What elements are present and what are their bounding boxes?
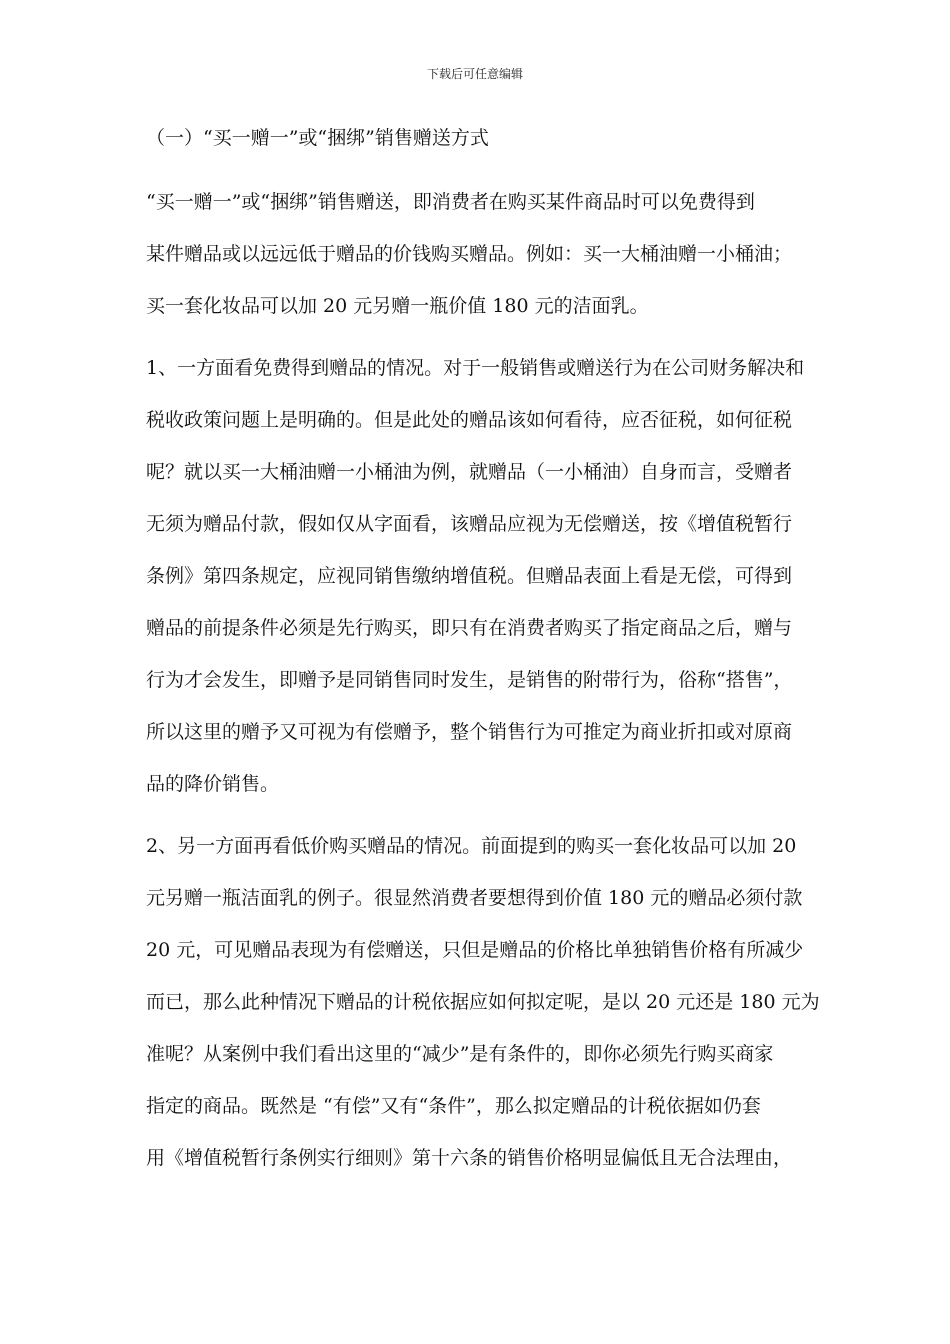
- text-line: 行为才会发生，即赠予是同销售同时发生，是销售的附带行为，俗称“搭售”，: [146, 669, 793, 691]
- document-body: [146, 124, 820, 1194]
- text-line: 元另赠一瓶洁面乳的例子。很显然消费者要想得到价值 180 元的赠品必须付款: [146, 887, 803, 909]
- text-line: 某件赠品或以远远低于赠品的价钱购买赠品。例如：买一大桶油赠一小桶油；: [146, 243, 793, 265]
- text-line: 20 元，可见赠品表现为有偿赠送，只但是赠品的价格比单独销售价格有所减少: [146, 939, 804, 961]
- section-heading: （一）“买一赠一”或“捆绑”销售赠送方式: [146, 127, 489, 149]
- page-header: 下载后可任意编辑: [426, 67, 523, 81]
- text-line: 1、一方面看免费得到赠品的情况。对于一般销售或赠送行为在公司财务解决和: [146, 357, 805, 379]
- text-line: 条例》第四条规定，应视同销售缴纳增值税。但赠品表面上看是无偿，可得到: [146, 565, 793, 587]
- text-line: 2、另一方面再看低价购买赠品的情况。前面提到的购买一套化妆品可以加 20: [146, 835, 797, 857]
- text-line: 买一套化妆品可以加 20 元另赠一瓶价值 180 元的洁面乳。: [146, 295, 649, 317]
- text-line: 所以这里的赠予又可视为有偿赠予，整个销售行为可推定为商业折扣或对原商: [146, 721, 793, 743]
- text-line: 赠品的前提条件必须是先行购买，即只有在消费者购买了指定商品之后，赠与: [146, 617, 793, 639]
- paragraph-point-2: [146, 820, 820, 1184]
- text-line: 税收政策问题上是明确的。但是此处的赠品该如何看待，应否征税，如何征税: [146, 409, 793, 431]
- text-line: “买一赠一”或“捆绑”销售赠送，即消费者在购买某件商品时可以免费得到: [146, 191, 755, 213]
- text-line: 而已，那么此种情况下赠品的计税依据应如何拟定呢，是以 20 元还是 180 元为: [146, 991, 820, 1013]
- text-line: 无须为赠品付款，假如仅从字面看，该赠品应视为无偿赠送，按《增值税暂行: [146, 513, 793, 535]
- text-line: 呢？就以买一大桶油赠一小桶油为例，就赠品（一小桶油）自身而言，受赠者: [146, 461, 793, 483]
- paragraph-point-1: [146, 342, 810, 810]
- text-line: 准呢？从案例中我们看出这里的“减少”是有条件的，即你必须先行购买商家: [146, 1043, 774, 1065]
- paragraph-intro: [146, 176, 810, 332]
- text-line: 指定的商品。既然是 “有偿”又有“条件”，那么拟定赠品的计税依据如仍套: [146, 1095, 761, 1117]
- text-line: 品的降价销售。: [146, 773, 280, 795]
- text-line: 用《增值税暂行条例实行细则》第十六条的销售价格明显偏低且无合法理由，: [146, 1147, 793, 1169]
